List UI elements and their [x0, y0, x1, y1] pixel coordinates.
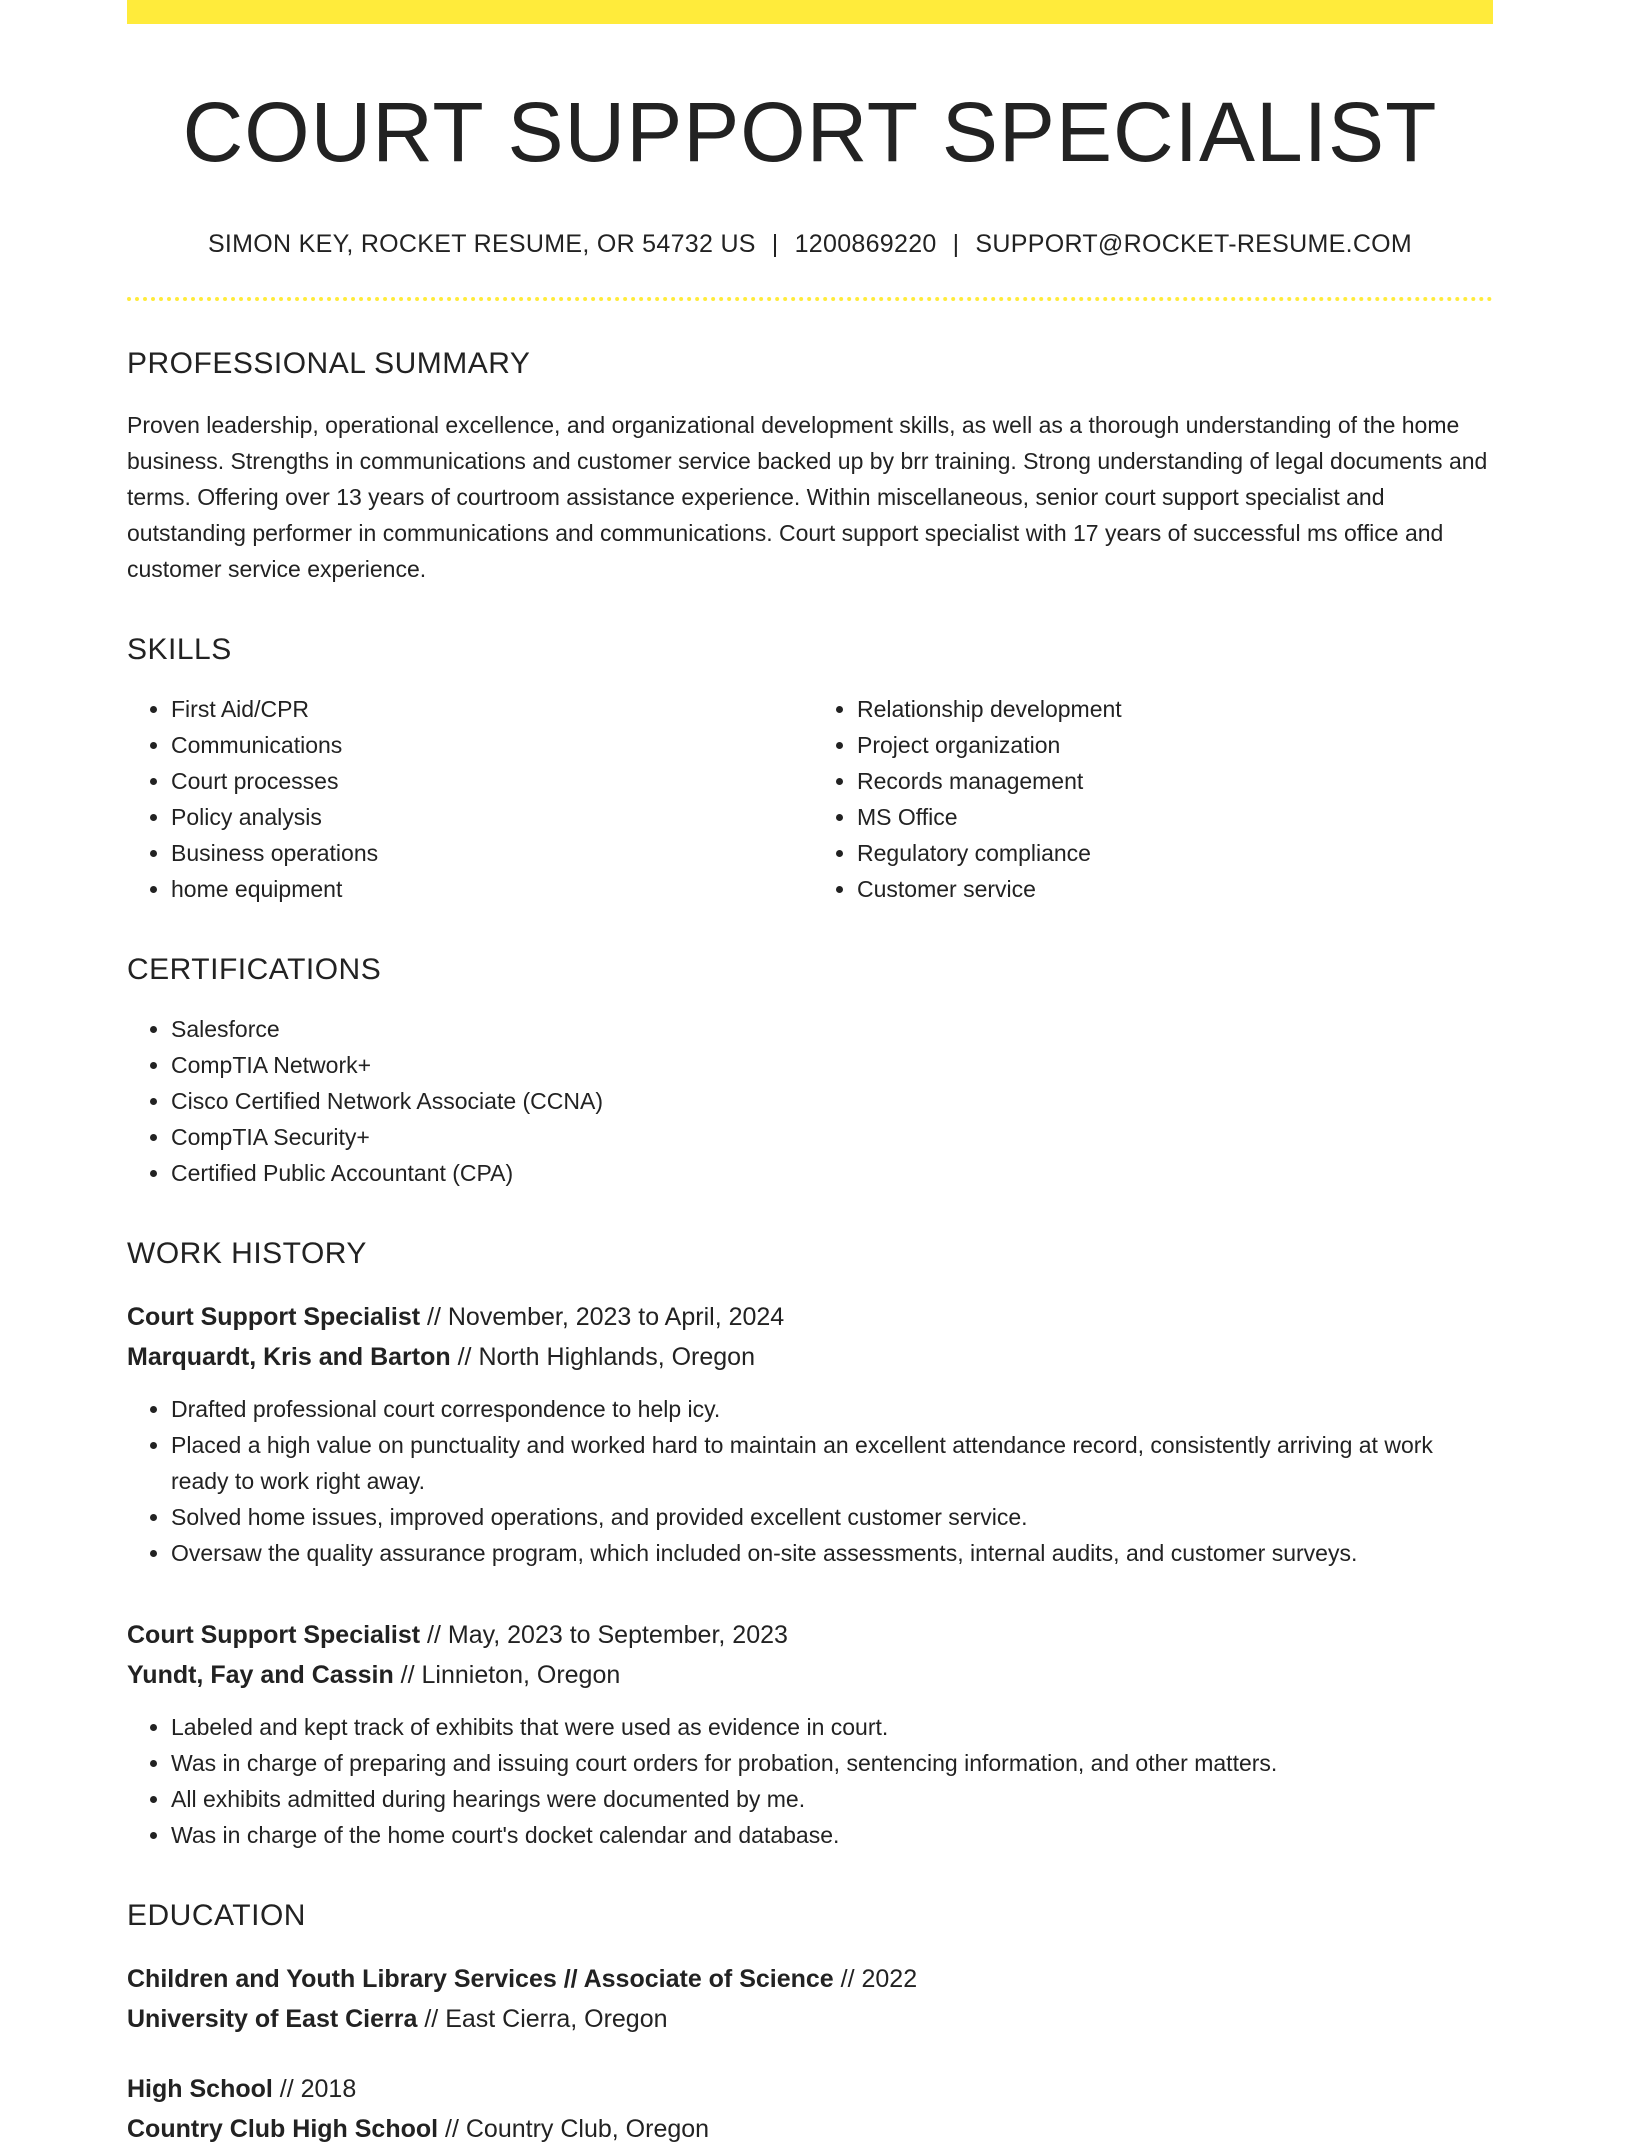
- accent-bar: [127, 0, 1493, 24]
- job-bullet: • Drafted professional court correspondence to help icy.: [171, 1391, 1493, 1427]
- job-bullet: • Was in charge of preparing and issuing court orders for probation, sentencing information, and other matters.: [171, 1745, 1493, 1781]
- job-dates: // May, 2023 to September, 2023: [420, 1621, 788, 1650]
- contact-separator: |: [771, 230, 779, 259]
- job-company-line: [127, 1655, 1493, 1695]
- education-location: // East Cierra, Oregon: [417, 2005, 668, 2034]
- job-title: Court Support Specialist: [127, 1621, 421, 1650]
- skills-list-left: [127, 691, 807, 907]
- work-history-heading: WORK HISTORY: [127, 1237, 367, 1271]
- job-title-line: [127, 1297, 1493, 1337]
- skills-list-right: [807, 691, 1493, 907]
- dotted-divider: [127, 297, 1493, 301]
- education-school-line: [127, 2109, 1493, 2149]
- certification-item: • Cisco Certified Network Associate (CCNA): [171, 1083, 1493, 1119]
- job-bullets: [127, 1391, 1493, 1571]
- skill-item: • Customer service: [857, 871, 1493, 907]
- education-location: // Country Club, Oregon: [438, 2115, 710, 2144]
- education-year: // 2022: [833, 1965, 918, 1994]
- contact-email: SUPPORT@ROCKET-RESUME.COM: [975, 230, 1413, 259]
- certification-item: • Salesforce: [171, 1011, 1493, 1047]
- education-entry: [127, 1959, 1493, 2039]
- certifications-heading: CERTIFICATIONS: [127, 953, 382, 987]
- contact-separator: |: [952, 230, 960, 259]
- skill-item: • Court processes: [171, 763, 807, 799]
- skill-item: • MS Office: [857, 799, 1493, 835]
- skill-item: • Regulatory compliance: [857, 835, 1493, 871]
- job-bullet: • Oversaw the quality assurance program, which included on-site assessments, internal audits, and customer surveys.: [171, 1535, 1493, 1571]
- education-heading: EDUCATION: [127, 1899, 306, 1933]
- job-company: Marquardt, Kris and Barton: [127, 1343, 451, 1372]
- education-degree-line: [127, 1959, 1493, 1999]
- resume-page: [127, 0, 1493, 2149]
- education-school-line: [127, 1999, 1493, 2039]
- job-location: // North Highlands, Oregon: [450, 1343, 755, 1372]
- job-title: Court Support Specialist: [127, 1303, 421, 1332]
- job-dates: // November, 2023 to April, 2024: [420, 1303, 785, 1332]
- contact-address: SIMON KEY, ROCKET RESUME, OR 54732 US: [207, 230, 756, 259]
- education-entry: [127, 2069, 1493, 2149]
- skill-item: • Communications: [171, 727, 807, 763]
- skill-item: • Business operations: [171, 835, 807, 871]
- education-degree: High School: [127, 2075, 273, 2104]
- job-bullet: • All exhibits admitted during hearings were documented by me.: [171, 1781, 1493, 1817]
- job-bullet: • Was in charge of the home court's docket calendar and database.: [171, 1817, 1493, 1853]
- skill-item: • home equipment: [171, 871, 807, 907]
- certification-item: • CompTIA Network+: [171, 1047, 1493, 1083]
- skill-item: • Project organization: [857, 727, 1493, 763]
- certifications-list: [127, 1011, 1493, 1191]
- job-bullet: • Labeled and kept track of exhibits that were used as evidence in court.: [171, 1709, 1493, 1745]
- skill-item: • Records management: [857, 763, 1493, 799]
- skills-columns: [127, 691, 1493, 907]
- job-bullet: • Placed a high value on punctuality and worked hard to maintain an excellent attendance record, consistently arriving at work ready to work right away.: [171, 1427, 1493, 1499]
- page-title: COURT SUPPORT SPECIALIST: [182, 85, 1438, 179]
- contact-phone: 1200869220: [794, 230, 937, 259]
- education-degree-line: [127, 2069, 1493, 2109]
- certification-item: • Certified Public Accountant (CPA): [171, 1155, 1493, 1191]
- job-entry: [127, 1297, 1493, 1571]
- skill-item: • Policy analysis: [171, 799, 807, 835]
- job-entry: [127, 1615, 1493, 1853]
- skills-heading: SKILLS: [127, 633, 232, 667]
- job-company: Yundt, Fay and Cassin: [127, 1661, 394, 1690]
- education-degree: Children and Youth Library Services // Associate of Science: [127, 1965, 834, 1994]
- education-school: Country Club High School: [127, 2115, 439, 2144]
- education-school: University of East Cierra: [127, 2005, 418, 2034]
- job-location: // Linnieton, Oregon: [393, 1661, 621, 1690]
- summary-heading: PROFESSIONAL SUMMARY: [127, 347, 531, 381]
- summary-text: Proven leadership, operational excellence, and organizational development skills, as well as a thorough understanding of the home business. Strengths in communications and customer service backed up by brr training. Strong understanding of legal documents and terms. Offering over 13 years of courtroom assistance experience. Within miscellaneous, senior court support specialist and outstanding performer in communications and communications. Court support specialist with 17 years of successful ms office and customer service experience.: [127, 412, 1488, 583]
- certification-item: • CompTIA Security+: [171, 1119, 1493, 1155]
- job-bullet: • Solved home issues, improved operations, and provided excellent customer service.: [171, 1499, 1493, 1535]
- education-year: // 2018: [272, 2075, 357, 2104]
- skill-item: • First Aid/CPR: [171, 691, 807, 727]
- contact-line: [127, 230, 1493, 259]
- job-bullets: [127, 1709, 1493, 1853]
- job-company-line: [127, 1337, 1493, 1377]
- skill-item: • Relationship development: [857, 691, 1493, 727]
- job-title-line: [127, 1615, 1493, 1655]
